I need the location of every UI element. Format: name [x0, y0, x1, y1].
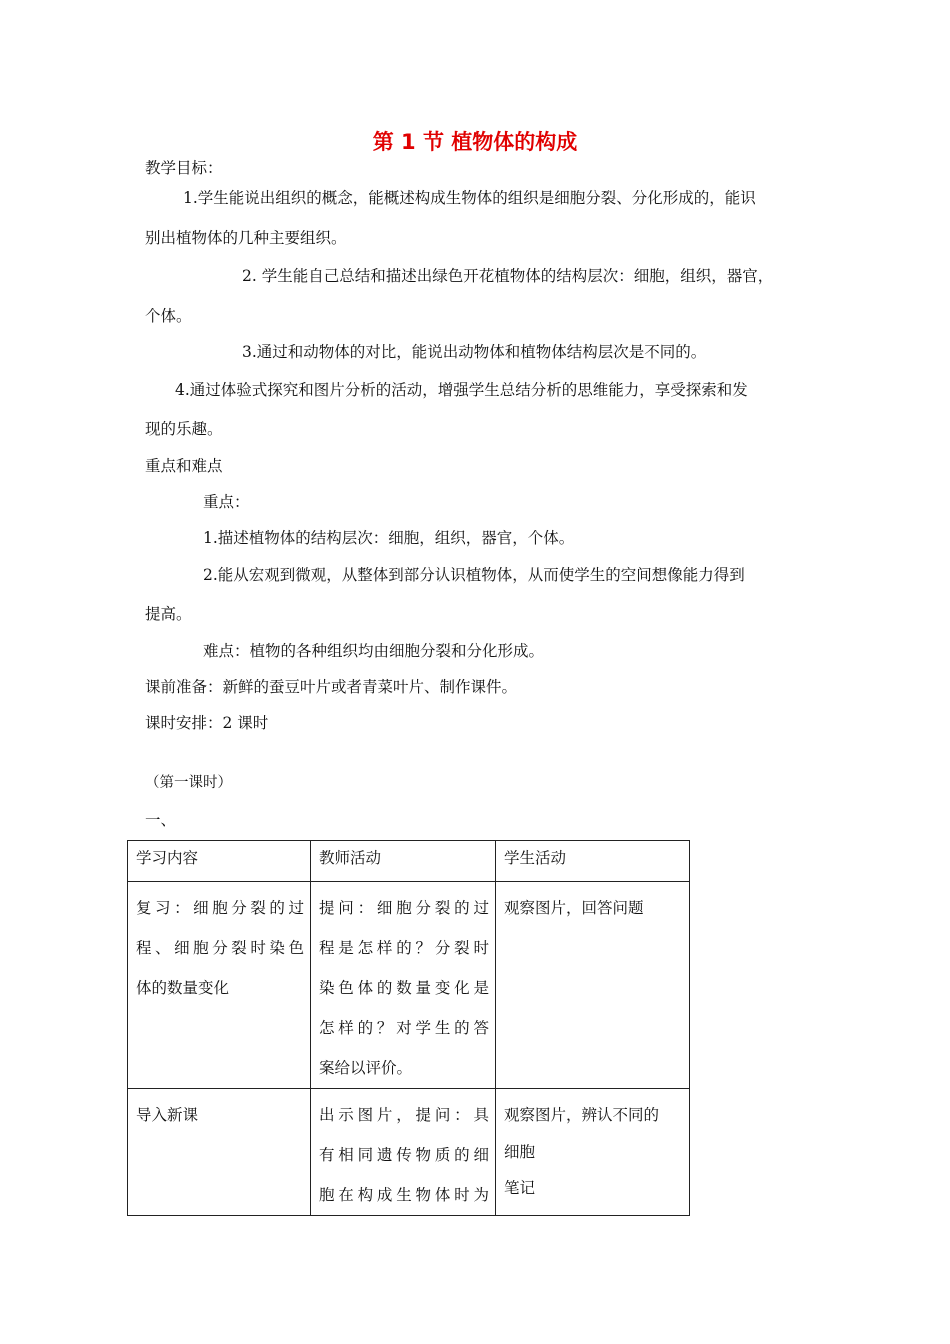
key-point-line: 2.能从宏观到微观，从整体到部分认识植物体，从而使学生的空间想像能力得到	[203, 566, 745, 584]
cell-line: 细胞	[504, 1143, 536, 1161]
cell-line: 复习：细胞分裂的过	[136, 899, 304, 917]
header-cell-content: 学习内容	[128, 841, 311, 882]
cell-line: 观察图片，回答问题	[504, 899, 644, 917]
lesson-table	[127, 840, 690, 1216]
cell-line: 笔记	[504, 1179, 536, 1197]
cell-line: 怎样的？对学生的答	[319, 1019, 489, 1037]
objective-line: 别出植物体的几种主要组织。	[145, 229, 347, 247]
cell-teacher	[311, 1089, 496, 1216]
table-header-row	[128, 841, 690, 882]
header-cell-teacher: 教师活动	[311, 841, 496, 882]
cell-line: 体的数量变化	[136, 979, 230, 997]
cell-line: 出示图片，提问：具	[319, 1106, 489, 1124]
objective-line: 4.通过体验式探究和图片分析的活动，增强学生总结分析的思维能力，享受探索和发	[175, 381, 748, 399]
objective-line: 现的乐趣。	[145, 420, 223, 438]
cell-student	[496, 882, 690, 1089]
focus-heading: 重点和难点	[145, 457, 223, 475]
cell-line: 提问：细胞分裂的过	[319, 899, 489, 917]
section-label: 一、	[145, 811, 177, 829]
page-title: 第 1 节 植物体的构成	[372, 130, 578, 154]
cell-line: 案给以评价。	[319, 1059, 413, 1077]
preparation-line: 课前准备：新鲜的蚕豆叶片或者青菜叶片、制作课件。	[145, 678, 518, 696]
key-point-line: 提高。	[145, 605, 192, 623]
objective-line: 个体。	[145, 307, 192, 325]
cell-line: 程是怎样的？分裂时	[319, 939, 489, 957]
cell-content	[128, 1089, 311, 1216]
cell-line: 程、细胞分裂时染色	[136, 939, 304, 957]
cell-teacher	[311, 882, 496, 1089]
cell-content	[128, 882, 311, 1089]
cell-student	[496, 1089, 690, 1216]
objectives-heading: 教学目标：	[145, 159, 223, 177]
cell-line: 胞在构成生物体时为	[319, 1186, 489, 1204]
cell-line: 观察图片，辨认不同的	[504, 1106, 660, 1124]
cell-line: 导入新课	[136, 1106, 199, 1124]
table-row	[128, 1089, 690, 1216]
header-cell-student: 学生活动	[496, 841, 690, 882]
schedule-line: 课时安排：2 课时	[145, 714, 269, 732]
objective-line: 2. 学生能自己总结和描述出绿色开花植物体的结构层次：细胞，组织，器官，	[242, 267, 774, 285]
lesson-label: （第一课时）	[145, 775, 232, 791]
cell-line: 染色体的数量变化是	[319, 979, 489, 997]
objective-line: 3.通过和动物体的对比，能说出动物体和植物体结构层次是不同的。	[242, 343, 707, 361]
table-row	[128, 882, 690, 1089]
cell-line: 有相同遗传物质的细	[319, 1146, 489, 1164]
key-point-line: 1.描述植物体的结构层次：细胞，组织，器官，个体。	[203, 529, 575, 547]
objective-line: 1.学生能说出组织的概念，能概述构成生物体的组织是细胞分裂、分化形成的，能识	[183, 189, 756, 207]
key-points-label: 重点：	[203, 493, 250, 511]
difficulty-line: 难点：植物的各种组织均由细胞分裂和分化形成。	[203, 642, 545, 660]
